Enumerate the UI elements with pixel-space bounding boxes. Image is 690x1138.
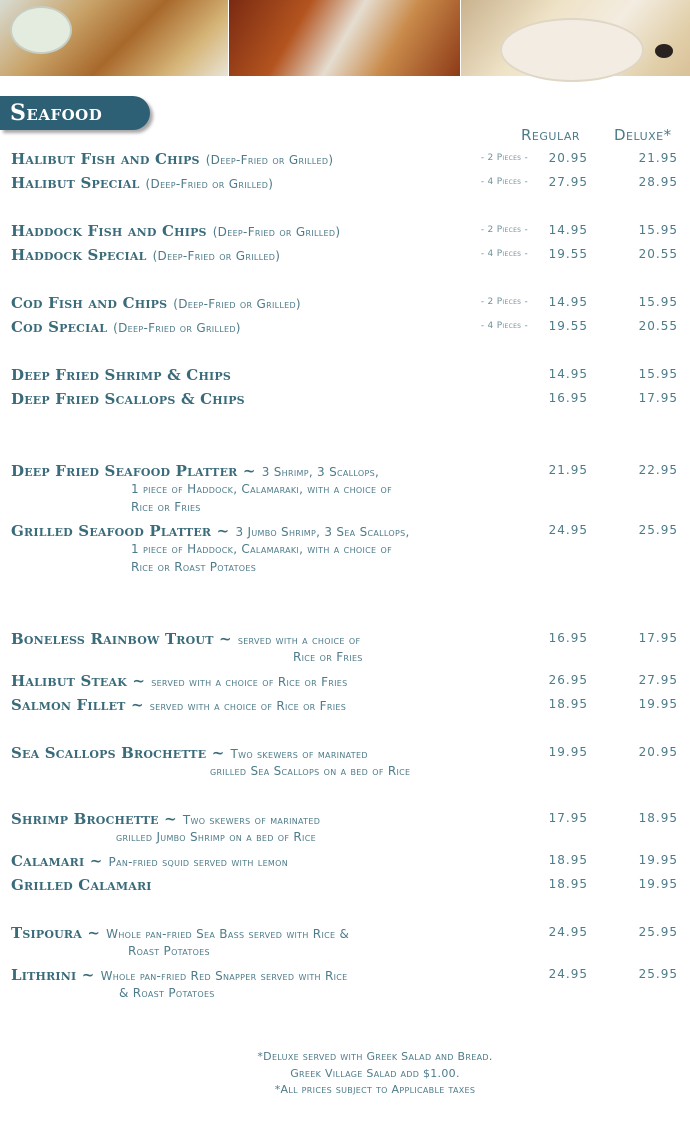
- menu-item-description-continued: Rice or Roast Potatoes: [131, 560, 257, 574]
- menu-item-description-continued: grilled Jumbo Shrimp on a bed of Rice: [116, 830, 316, 844]
- menu-item-name: [11, 150, 333, 168]
- menu-item-description: served with a choice of Rice or Fries: [149, 699, 347, 713]
- price-regular: 19.55: [548, 319, 588, 333]
- piece-count: - 4 Pieces -: [480, 321, 528, 331]
- menu-item-line: [0, 522, 690, 542]
- menu-item-line: [0, 294, 690, 314]
- menu-item-description: (Deep-Fried or Grilled): [212, 225, 341, 239]
- menu-item-title: Salmon Fillet ~: [11, 696, 144, 714]
- menu-item-title: Deep Fried Shrimp & Chips: [11, 366, 231, 384]
- menu-item-title: Halibut Fish and Chips: [11, 150, 200, 168]
- column-header-deluxe: Deluxe*: [614, 126, 672, 144]
- piece-count: - 2 Pieces -: [480, 297, 528, 307]
- section-heading-tab: [0, 96, 150, 130]
- piece-count: - 2 Pieces -: [480, 225, 528, 235]
- menu-item-name: [11, 696, 346, 714]
- price-deluxe: 15.95: [638, 223, 678, 237]
- piece-count: - 2 Pieces -: [480, 153, 528, 163]
- price-deluxe: 19.95: [638, 697, 678, 711]
- menu-item-line: [0, 924, 690, 944]
- menu-item-line: [0, 246, 690, 266]
- menu-item-title: Sea Scallops Brochette ~: [11, 744, 225, 762]
- menu-item-title: Shrimp Brochette ~: [11, 810, 177, 828]
- menu-item-line: [0, 630, 690, 650]
- price-deluxe: 20.95: [638, 745, 678, 759]
- price-regular: 24.95: [548, 925, 588, 939]
- menu-item-name: [11, 294, 301, 312]
- menu-item-line: [0, 366, 690, 386]
- price-deluxe: 17.95: [638, 391, 678, 405]
- menu-item-title: Deep Fried Scallops & Chips: [11, 390, 245, 408]
- menu-item-description: 3 Jumbo Shrimp, 3 Sea Scallops,: [235, 525, 410, 539]
- price-deluxe: 25.95: [638, 523, 678, 537]
- menu-item-title: Tsipoura ~: [11, 924, 101, 942]
- menu-item-name: [11, 966, 348, 984]
- menu-item-title: Lithrini ~: [11, 966, 95, 984]
- price-regular: 24.95: [548, 967, 588, 981]
- menu-item-line: [0, 966, 690, 986]
- footnote-taxes: *All prices subject to Applicable taxes: [274, 1083, 476, 1096]
- menu-item-description: 3 Shrimp, 3 Scallops,: [261, 465, 380, 479]
- price-deluxe: 18.95: [638, 811, 678, 825]
- menu-item-description: Pan-fried squid served with lemon: [108, 855, 289, 869]
- grilled-dish-photo: [229, 0, 460, 76]
- price-deluxe: 17.95: [638, 631, 678, 645]
- menu-item-title: Haddock Fish and Chips: [11, 222, 207, 240]
- menu-item-description-continued: & Roast Potatoes: [119, 986, 215, 1000]
- menu-item-name: [11, 390, 245, 408]
- menu-item-line: [0, 696, 690, 716]
- menu-item-description: Whole pan-fried Sea Bass served with Rice &: [106, 927, 350, 941]
- price-regular: 14.95: [548, 223, 588, 237]
- menu-item-description: served with a choice of Rice or Fries: [151, 675, 348, 689]
- menu-item-name: [11, 924, 349, 942]
- menu-item-title: Cod Special: [11, 318, 108, 336]
- price-deluxe: 15.95: [638, 295, 678, 309]
- menu-item-line: [0, 876, 690, 896]
- menu-item-title: Haddock Special: [11, 246, 147, 264]
- price-regular: 27.95: [548, 175, 588, 189]
- menu-item-line: [0, 174, 690, 194]
- footnote-deluxe: *Deluxe served with Greek Salad and Bread.: [257, 1050, 493, 1063]
- menu-item-title: Halibut Special: [11, 174, 140, 192]
- menu-item-name: [11, 462, 379, 480]
- menu-item-name: [11, 174, 273, 192]
- menu-item-description-continued: 1 piece of Haddock, Calamaraki, with a choice of: [131, 482, 392, 496]
- menu-item-line: [0, 222, 690, 242]
- menu-item-title: Halibut Steak ~: [11, 672, 146, 690]
- price-regular: 19.55: [548, 247, 588, 261]
- menu-item-title: Deep Fried Seafood Platter ~: [11, 462, 256, 480]
- menu-item-title: Calamari ~: [11, 852, 103, 870]
- menu-item-description: (Deep-Fried or Grilled): [145, 177, 274, 191]
- price-regular: 16.95: [548, 631, 588, 645]
- menu-item-line: [0, 390, 690, 410]
- footnote-village-salad: Greek Village Salad add $1.00.: [290, 1067, 460, 1080]
- price-deluxe: 15.95: [638, 367, 678, 381]
- price-regular: 16.95: [548, 391, 588, 405]
- menu-item-name: [11, 744, 368, 762]
- price-regular: 18.95: [548, 853, 588, 867]
- olive-decoration: [655, 44, 673, 58]
- menu-item-title: Boneless Rainbow Trout ~: [11, 630, 232, 648]
- menu-item-name: [11, 810, 320, 828]
- dip-bowl-decoration: [10, 6, 72, 54]
- menu-item-description-continued: Rice or Fries: [293, 650, 363, 664]
- price-regular: 14.95: [548, 367, 588, 381]
- menu-item-description: (Deep-Fried or Grilled): [173, 297, 301, 311]
- menu-item-name: [11, 672, 348, 690]
- price-regular: 20.95: [548, 151, 588, 165]
- price-deluxe: 20.55: [638, 247, 678, 261]
- price-deluxe: 25.95: [638, 967, 678, 981]
- menu-item-name: [11, 222, 340, 240]
- piece-count: - 4 Pieces -: [480, 177, 528, 187]
- price-deluxe: 21.95: [638, 151, 678, 165]
- price-regular: 26.95: [548, 673, 588, 687]
- menu-item-name: [11, 318, 241, 336]
- menu-item-name: [11, 366, 231, 384]
- menu-item-description: (Deep-Fried or Grilled): [113, 321, 241, 335]
- price-deluxe: 27.95: [638, 673, 678, 687]
- menu-item-description-continued: grilled Sea Scallops on a bed of Rice: [210, 764, 411, 778]
- menu-item-title: Cod Fish and Chips: [11, 294, 168, 312]
- price-regular: 18.95: [548, 877, 588, 891]
- menu-item-name: [11, 522, 410, 540]
- menu-item-name: [11, 852, 288, 870]
- menu-item-description-continued: Roast Potatoes: [128, 944, 210, 958]
- menu-item-description: Two skewers of marinated: [182, 813, 321, 827]
- menu-item-description: Whole pan-fried Red Snapper served with Rice: [100, 969, 348, 983]
- menu-item-description-continued: Rice or Fries: [131, 500, 201, 514]
- column-header-regular: Regular: [521, 126, 580, 144]
- price-deluxe: 19.95: [638, 853, 678, 867]
- menu-item-title: Grilled Calamari: [11, 876, 152, 894]
- price-deluxe: 22.95: [638, 463, 678, 477]
- price-regular: 24.95: [548, 523, 588, 537]
- price-deluxe: 28.95: [638, 175, 678, 189]
- menu-item-description: (Deep-Fried or Grilled): [152, 249, 281, 263]
- menu-item-description: Two skewers of marinated: [230, 747, 368, 761]
- piece-count: - 4 Pieces -: [480, 249, 528, 259]
- header-photo-strip: [0, 0, 690, 76]
- menu-item-line: [0, 810, 690, 830]
- menu-item-name: [11, 876, 152, 894]
- menu-item-line: [0, 852, 690, 872]
- menu-item-line: [0, 672, 690, 692]
- section-title: Seafood: [10, 100, 103, 126]
- price-regular: 14.95: [548, 295, 588, 309]
- price-deluxe: 19.95: [638, 877, 678, 891]
- menu-item-line: [0, 744, 690, 764]
- price-regular: 21.95: [548, 463, 588, 477]
- menu-item-line: [0, 462, 690, 482]
- price-regular: 18.95: [548, 697, 588, 711]
- menu-item-description: served with a choice of: [237, 633, 361, 647]
- price-regular: 19.95: [548, 745, 588, 759]
- menu-item-description-continued: 1 piece of Haddock, Calamaraki, with a choice of: [131, 542, 392, 556]
- menu-item-name: [11, 246, 280, 264]
- menu-item-description: (Deep-Fried or Grilled): [205, 153, 334, 167]
- price-deluxe: 20.55: [638, 319, 678, 333]
- price-regular: 17.95: [548, 811, 588, 825]
- price-deluxe: 25.95: [638, 925, 678, 939]
- menu-item-line: [0, 318, 690, 338]
- menu-item-line: [0, 150, 690, 170]
- menu-item-name: [11, 630, 360, 648]
- plate-decoration: [500, 18, 644, 82]
- menu-item-title: Grilled Seafood Platter ~: [11, 522, 230, 540]
